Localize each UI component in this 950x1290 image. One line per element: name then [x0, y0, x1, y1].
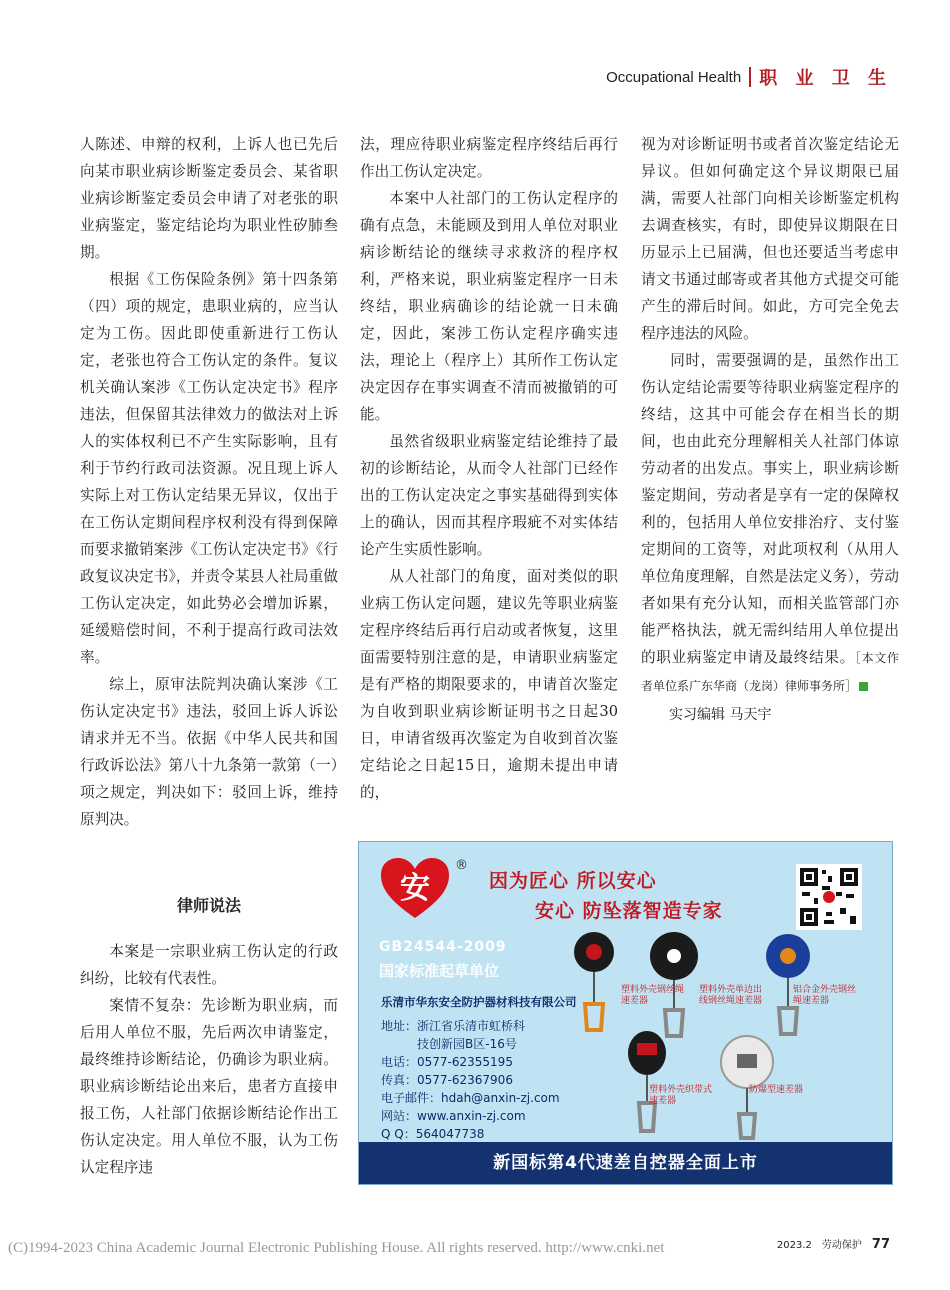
- paragraph: 虽然省级职业病鉴定结论维持了最初的诊断结论，从而令人社部门已经作出的工伤认定决定之事实基础得到实体上的确认，因而其程序瑕疵不对实体结论产生实质性影响。: [360, 433, 618, 558]
- product-label-3: 铝合金外壳钢丝绳速差器: [793, 985, 857, 1006]
- paragraph: 本案中人社部门的工伤认定程序的确有点急，未能顾及到用人单位对职业病诊断结论的继续寻求救济的程序权利，严格来说，职业病鉴定程序一日未终结，职业病确诊的结论就一日未确定，因此，案涉工伤认定程序确实违法，理论上（程序上）其所作工伤认定决定因存在事实调查不清而被撤销的可能。: [360, 190, 618, 423]
- header-english: Occupational Health: [606, 68, 742, 86]
- column-1: [80, 131, 338, 833]
- fall-arrester-device-1: [571, 926, 617, 1036]
- registered-mark: ®: [455, 858, 468, 873]
- ad-footer-banner: 新国标第4代速差自控器全面上市: [359, 1142, 892, 1184]
- slogan-line-1: 因为匠心 所以安心: [489, 870, 657, 892]
- product-label-2: 塑料外壳单边出线钢丝绳速差器: [699, 985, 763, 1006]
- company-email: 电子邮件：hdah@anxin-zj.com: [381, 1091, 560, 1105]
- advertisement: [358, 841, 893, 1185]
- paragraph: 视为对诊断证明书或者首次鉴定结论无异议。但如何确定这个异议期限已届满，需要人社部门向相关诊断鉴定机构去调查核实，有时，即使异议期限在日历显示上已届满，但也还要适当考虑申请文书通过邮寄或者其他方式提交可能产生的滞后时间。如此，方可完全免去程序违法的风险。: [641, 136, 899, 342]
- company-fax: 传真：0577-62367906: [381, 1073, 513, 1087]
- article-end-icon: [859, 682, 868, 691]
- paragraph: 综上，原审法院判决确认案涉《工伤认定决定书》违法，驳回上诉人诉讼请求并无不当。依据《中华人民共和国行政诉讼法》第八十九条第一款第（一）项之规定，判决如下：驳回上诉，维持原判决。: [80, 676, 338, 828]
- company-phone: 电话：0577-62355195: [381, 1055, 513, 1069]
- editor-credit: 实习编辑 马天宇: [669, 707, 772, 723]
- company-website: 网站：www.anxin-zj.com: [381, 1109, 526, 1123]
- standard-code: GB24544-2009: [379, 939, 507, 955]
- column-2: [360, 131, 618, 806]
- product-label-1: 塑料外壳钢丝绳速差器: [621, 985, 685, 1006]
- journal-name: 劳动保护: [821, 1240, 862, 1251]
- issue: 2023.2: [776, 1240, 812, 1251]
- qr-code-icon: [796, 864, 862, 930]
- page-footer: [777, 1236, 890, 1252]
- paragraph: 人陈述、申辩的权利，上诉人也已先后向某市职业病诊断鉴定委员会、某省职业病诊断鉴定委员会申请了对老张的职业病鉴定，鉴定结论均为职业性矽肺叁期。: [80, 136, 338, 261]
- header-divider: [749, 67, 751, 87]
- slogan-line-2: 安心 防坠落智造专家: [535, 900, 723, 922]
- paragraph: 根据《工伤保险条例》第十四条第（四）项的规定，患职业病的，应当认定为工伤。因此即使重新进行工伤认定，老张也符合工伤认定的条件。复议机关确认案涉《工伤认定决定书》程序违法，但保留其法律效力的做法对上诉人的实体权利已不产生实际影响，且有利于节约行政司法资源。况且现上诉人实际上对工伤认定结果无异议，仅出于在工伤认定期间程序权利没有得到保障而要求撤销案涉《工伤认定决定书》《行政复议决定书》，并责令某县人社局重做工伤认定决定，如此势必会增加诉累，延缓赔偿时间，不利于提高行政司法效率。: [80, 271, 338, 666]
- fall-arrester-device-4: [625, 1027, 669, 1137]
- company-address: 地址：浙江省乐清市虹桥科: [381, 1019, 526, 1033]
- author-affiliation: ［本文作者单位系广东华商（龙岗）律师事务所］: [641, 651, 899, 693]
- column-1-lower: [80, 938, 338, 1181]
- section-title: 律师说法: [176, 896, 241, 915]
- fall-arrester-device-2: [649, 926, 699, 1041]
- running-header: [606, 64, 892, 90]
- header-chinese: 职 业 卫 生: [759, 68, 892, 89]
- standard-description: 国家标准起草单位: [379, 962, 500, 980]
- company-qq: Q Q：564047738: [381, 1127, 485, 1141]
- page-number: 77: [871, 1237, 890, 1252]
- logo-character: 安: [400, 871, 430, 906]
- paragraph: 从人社部门的角度，面对类似的职业病工伤认定问题，建议先等职业病鉴定程序终结后再行启动或者恢复，这里面需要特别注意的是，申请职业病鉴定是有严格的期限要求的，申请首次鉴定为自收到职业病诊断证明书之日起30日，申请省级再次鉴定为自收到首次鉴定结论之日起15日，逾期未提出申请的，: [360, 568, 618, 801]
- paragraph: 法，理应待职业病鉴定程序终结后再行作出工伤认定决定。: [360, 136, 618, 180]
- product-label-5: 防爆型速差器: [749, 1085, 804, 1095]
- paragraph: 案情不复杂：先诊断为职业病，而后用人单位不服，先后两次申请鉴定，最终维持诊断结论，仍确诊为职业病。职业病诊断结论出来后，患者方直接申报工伤，人社部门依据诊断结论作出工伤认定决定。用人单位不服，认为工伤认定程序违: [80, 997, 338, 1176]
- paragraph-text: 同时，需要强调的是，虽然作出工伤认定结论需要等待职业病鉴定程序的终结，这其中可能会存在相当长的期间，也由此充分理解相关人社部门体谅劳动者的出发点。事实上，职业病诊断鉴定期间，劳动者是享有一定的保障权利的，包括用人单位安排治疗、支付鉴定期间的工资等，对此项权利（从用人单位角度理解，自然是法定义务），劳动者如果有充分认知，而相关监管部门亦能严格执法，就无需纠结用人单位提出的职业病鉴定申请及最终结果。: [641, 352, 899, 666]
- company-address-2: 技创新园B区-16号: [417, 1037, 517, 1051]
- copyright-watermark: (C)1994-2023 China Academic Journal Electronic Publishing House. All rights reserved. http://www.cnki.net: [8, 1240, 665, 1256]
- heart-logo-icon: [379, 856, 451, 920]
- company-name: 乐清市华东安全防护器材科技有限公司: [381, 995, 577, 1009]
- fall-arrester-device-3: [763, 928, 813, 1040]
- column-3: [641, 131, 899, 729]
- paragraph: [641, 347, 899, 700]
- product-label-4: 塑料外壳织带式速差器: [649, 1085, 713, 1106]
- paragraph: 本案是一宗职业病工伤认定的行政纠纷，比较有代表性。: [80, 943, 338, 987]
